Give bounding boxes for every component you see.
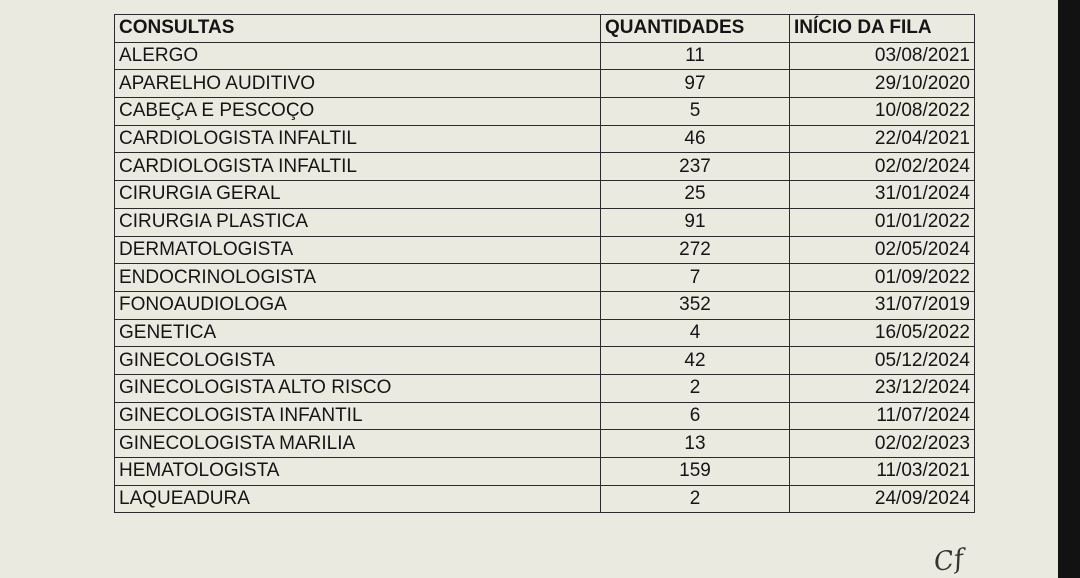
cell-inicio-da-fila: 03/08/2021 <box>790 42 975 70</box>
cell-consulta: HEMATOLOGISTA <box>115 458 601 486</box>
cell-inicio-da-fila: 29/10/2020 <box>790 70 975 98</box>
cell-quantidade: 6 <box>601 402 790 430</box>
cell-quantidade: 42 <box>601 347 790 375</box>
table-row <box>115 319 975 347</box>
cell-consulta: LAQUEADURA <box>115 485 601 513</box>
cell-consulta: GINECOLOGISTA MARILIA <box>115 430 601 458</box>
scan-edge <box>1058 0 1080 578</box>
cell-quantidade: 2 <box>601 374 790 402</box>
handwritten-mark: Cf <box>932 544 966 578</box>
cell-quantidade: 352 <box>601 291 790 319</box>
cell-consulta: GINECOLOGISTA INFANTIL <box>115 402 601 430</box>
cell-inicio-da-fila: 02/05/2024 <box>790 236 975 264</box>
cell-inicio-da-fila: 01/01/2022 <box>790 208 975 236</box>
table-row <box>115 98 975 126</box>
cell-quantidade: 7 <box>601 264 790 292</box>
cell-inicio-da-fila: 11/03/2021 <box>790 458 975 486</box>
table-row <box>115 291 975 319</box>
cell-quantidade: 2 <box>601 485 790 513</box>
cell-quantidade: 237 <box>601 153 790 181</box>
cell-quantidade: 13 <box>601 430 790 458</box>
cell-quantidade: 272 <box>601 236 790 264</box>
cell-quantidade: 5 <box>601 98 790 126</box>
cell-consulta: CABEÇA E PESCOÇO <box>115 98 601 126</box>
table-row <box>115 430 975 458</box>
cell-consulta: CARDIOLOGISTA INFALTIL <box>115 125 601 153</box>
table-row <box>115 374 975 402</box>
cell-inicio-da-fila: 24/09/2024 <box>790 485 975 513</box>
cell-quantidade: 25 <box>601 181 790 209</box>
consultation-queue-table <box>114 14 975 513</box>
cell-consulta: GENETICA <box>115 319 601 347</box>
cell-quantidade: 46 <box>601 125 790 153</box>
table-row <box>115 153 975 181</box>
table-row <box>115 70 975 98</box>
table-header-row <box>115 15 975 43</box>
cell-inicio-da-fila: 23/12/2024 <box>790 374 975 402</box>
table-row <box>115 236 975 264</box>
table-row <box>115 485 975 513</box>
table-row <box>115 125 975 153</box>
cell-quantidade: 4 <box>601 319 790 347</box>
table-body <box>115 42 975 513</box>
cell-consulta: DERMATOLOGISTA <box>115 236 601 264</box>
cell-inicio-da-fila: 11/07/2024 <box>790 402 975 430</box>
table-row <box>115 347 975 375</box>
table-row <box>115 402 975 430</box>
table-row <box>115 458 975 486</box>
cell-inicio-da-fila: 10/08/2022 <box>790 98 975 126</box>
column-header-inicio-da-fila: INÍCIO DA FILA <box>790 15 975 43</box>
table-row <box>115 208 975 236</box>
cell-quantidade: 11 <box>601 42 790 70</box>
cell-consulta: CARDIOLOGISTA INFALTIL <box>115 153 601 181</box>
cell-consulta: CIRURGIA PLASTICA <box>115 208 601 236</box>
cell-consulta: FONOAUDIOLOGA <box>115 291 601 319</box>
cell-quantidade: 159 <box>601 458 790 486</box>
cell-inicio-da-fila: 02/02/2023 <box>790 430 975 458</box>
cell-inicio-da-fila: 31/07/2019 <box>790 291 975 319</box>
cell-consulta: GINECOLOGISTA <box>115 347 601 375</box>
column-header-quantidades: QUANTIDADES <box>601 15 790 43</box>
cell-consulta: APARELHO AUDITIVO <box>115 70 601 98</box>
cell-consulta: ALERGO <box>115 42 601 70</box>
cell-inicio-da-fila: 16/05/2022 <box>790 319 975 347</box>
table-row <box>115 264 975 292</box>
cell-inicio-da-fila: 02/02/2024 <box>790 153 975 181</box>
cell-inicio-da-fila: 22/04/2021 <box>790 125 975 153</box>
table-row <box>115 42 975 70</box>
table-row <box>115 181 975 209</box>
cell-quantidade: 97 <box>601 70 790 98</box>
cell-consulta: CIRURGIA GERAL <box>115 181 601 209</box>
cell-consulta: GINECOLOGISTA ALTO RISCO <box>115 374 601 402</box>
cell-inicio-da-fila: 05/12/2024 <box>790 347 975 375</box>
cell-consulta: ENDOCRINOLOGISTA <box>115 264 601 292</box>
column-header-consultas: CONSULTAS <box>115 15 601 43</box>
cell-quantidade: 91 <box>601 208 790 236</box>
cell-inicio-da-fila: 31/01/2024 <box>790 181 975 209</box>
cell-inicio-da-fila: 01/09/2022 <box>790 264 975 292</box>
